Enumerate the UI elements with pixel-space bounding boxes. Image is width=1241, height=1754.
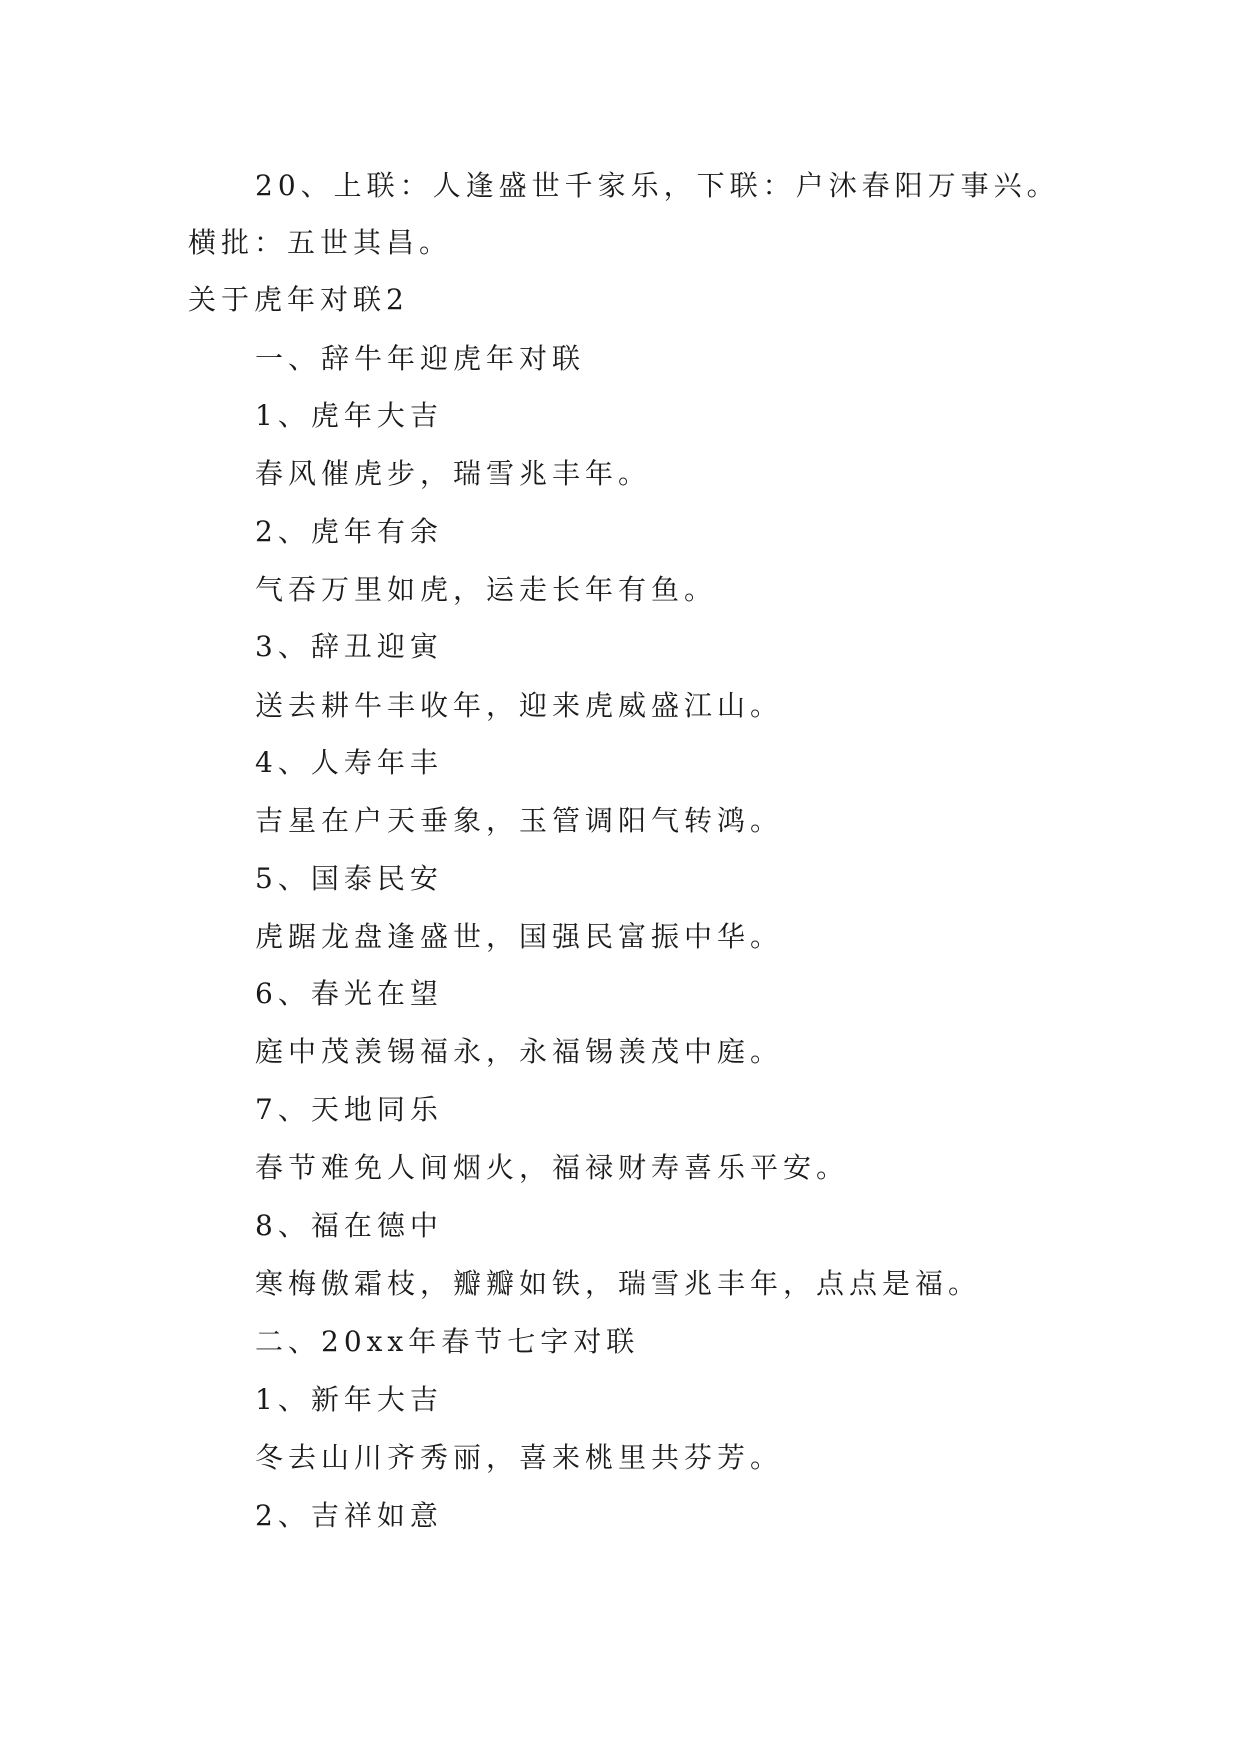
item-title-10: 2、吉祥如意: [255, 1499, 443, 1532]
item-text-1: 春风催虎步，瑞雪兆丰年。: [255, 457, 652, 490]
item-title-2: 2、虎年有余: [255, 515, 443, 548]
item-title-1: 1、虎年大吉: [255, 399, 443, 432]
item-text-7: 春节难免人间烟火，福禄财寿喜乐平安。: [255, 1151, 850, 1184]
item-title-9: 1、新年大吉: [255, 1383, 443, 1416]
item-text-5: 虎踞龙盘逢盛世，国强民富振中华。: [255, 920, 784, 953]
item-title-6: 6、春光在望: [255, 977, 443, 1010]
paragraph-couplet-20: 20、上联：人逢盛世千家乐，下联：户沐春阳万事兴。: [255, 169, 1060, 202]
item-text-3: 送去耕牛丰收年，迎来虎威盛江山。: [255, 689, 784, 722]
item-text-9: 冬去山川齐秀丽，喜来桃里共芬芳。: [255, 1441, 784, 1474]
subsection-heading-1: 一、辞牛年迎虎年对联: [255, 342, 586, 375]
paragraph-couplet-20-banner: 横批：五世其昌。: [188, 226, 453, 259]
item-title-5: 5、国泰民安: [255, 862, 443, 895]
item-title-8: 8、福在德中: [255, 1209, 443, 1242]
item-title-7: 7、天地同乐: [255, 1093, 443, 1126]
item-title-3: 3、辞丑迎寅: [255, 630, 443, 663]
item-text-8: 寒梅傲霜枝，瓣瓣如铁，瑞雪兆丰年，点点是福。: [255, 1267, 982, 1300]
item-text-6: 庭中茂羡锡福永，永福锡羡茂中庭。: [255, 1035, 784, 1068]
section-title: 关于虎年对联2: [188, 283, 409, 316]
item-text-2: 气吞万里如虎，运走长年有鱼。: [255, 573, 718, 606]
item-text-4: 吉星在户天垂象，玉管调阳气转鸿。: [255, 804, 784, 837]
subsection-heading-2: 二、20xx年春节七字对联: [255, 1325, 640, 1358]
item-title-4: 4、人寿年丰: [255, 746, 443, 779]
